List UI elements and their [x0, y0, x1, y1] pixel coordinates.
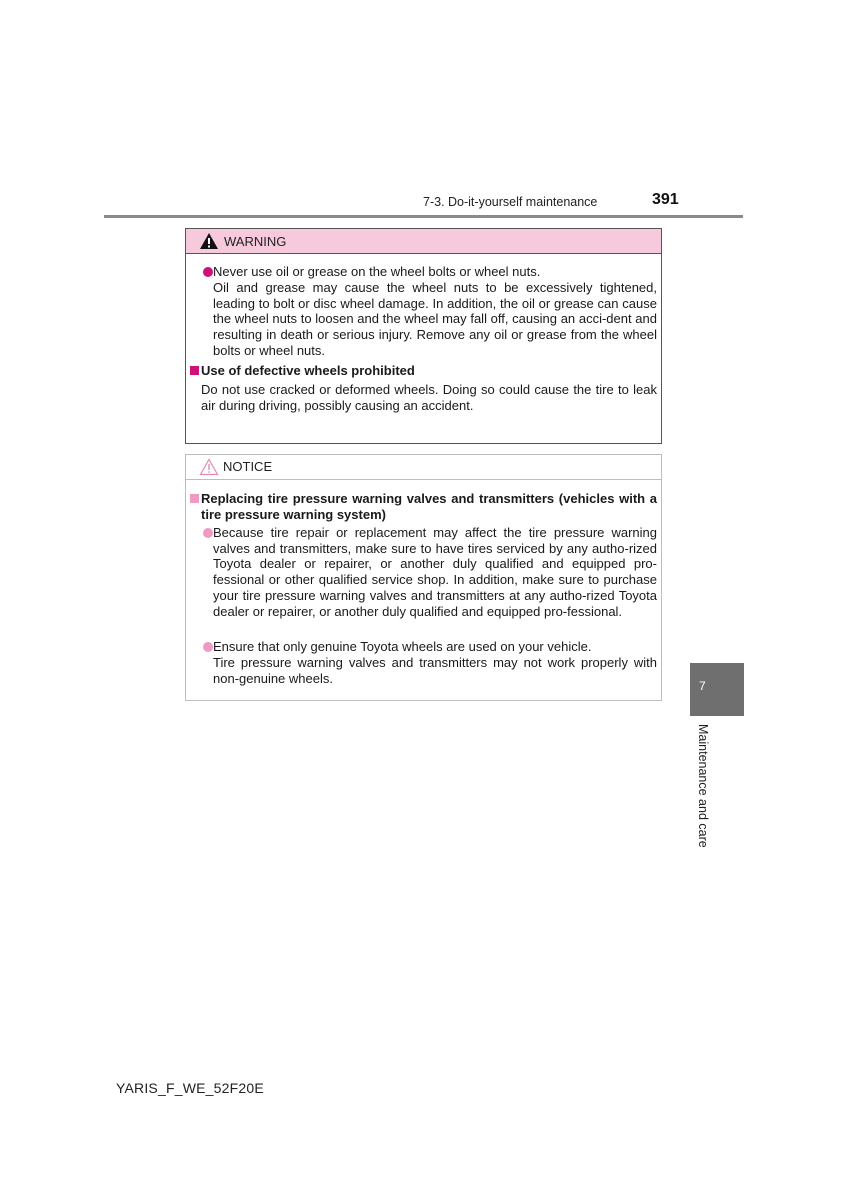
- chapter-title: Maintenance and care: [696, 724, 710, 848]
- notice-label: NOTICE: [223, 459, 273, 474]
- notice-bullet-1: Because tire repair or replacement may affect the tire pressure warning valves and transmitters, make sure to have tires serviced by any autho-rized Toyota dealer or repairer, or another duly qualified and equipped pro-fessional or other qualified service shop. In addition, make sure to purchase your tire pressure warning valves and transmitters at any autho-rized Toyota dealer or repairer, or another duly qualified and equipped pro-fessional.: [213, 525, 657, 619]
- notice-bullet-2-body: Tire pressure warning valves and transmitters may not work properly with non-genuine wheels.: [213, 655, 657, 686]
- square-bullet-icon: [190, 494, 199, 503]
- warning-triangle-icon: [199, 232, 219, 250]
- bullet-icon: [203, 642, 213, 652]
- chapter-tab: [690, 663, 744, 716]
- header-divider: [104, 215, 743, 218]
- bullet-icon: [203, 267, 213, 277]
- square-bullet-icon: [190, 366, 199, 375]
- warning-subheading: Use of defective wheels prohibited: [201, 363, 415, 378]
- notice-bullet-2-lead: Ensure that only genuine Toyota wheels are used on your vehicle.: [213, 639, 592, 654]
- notice-header: [186, 455, 661, 480]
- page-number: 391: [652, 191, 679, 208]
- bullet-icon: [203, 528, 213, 538]
- section-title: 7-3. Do-it-yourself maintenance: [423, 195, 598, 209]
- notice-subheading: Replacing tire pressure warning valves and transmitters (vehicles with a tire pressure warning system): [201, 491, 657, 522]
- document-code: YARIS_F_WE_52F20E: [116, 1080, 264, 1096]
- caution-triangle-icon: [199, 458, 219, 476]
- chapter-number: 7: [699, 679, 706, 693]
- warning-bullet-1-lead: Never use oil or grease on the wheel bolts or wheel nuts.: [213, 264, 541, 279]
- warning-subtext: Do not use cracked or deformed wheels. Doing so could cause the tire to leak air during driving, possibly causing an accident.: [201, 382, 657, 413]
- warning-header: [186, 229, 661, 254]
- warning-bullet-1-body: Oil and grease may cause the wheel nuts to be excessively tightened, leading to bolt or disc wheel damage. In addition, the oil or grease can cause the wheel nuts to loosen and the wheel may fall off, causing an acci-dent and resulting in death or serious injury. Remove any oil or grease from the wheel bolts or wheel nuts.: [213, 280, 657, 358]
- warning-label: WARNING: [224, 234, 287, 249]
